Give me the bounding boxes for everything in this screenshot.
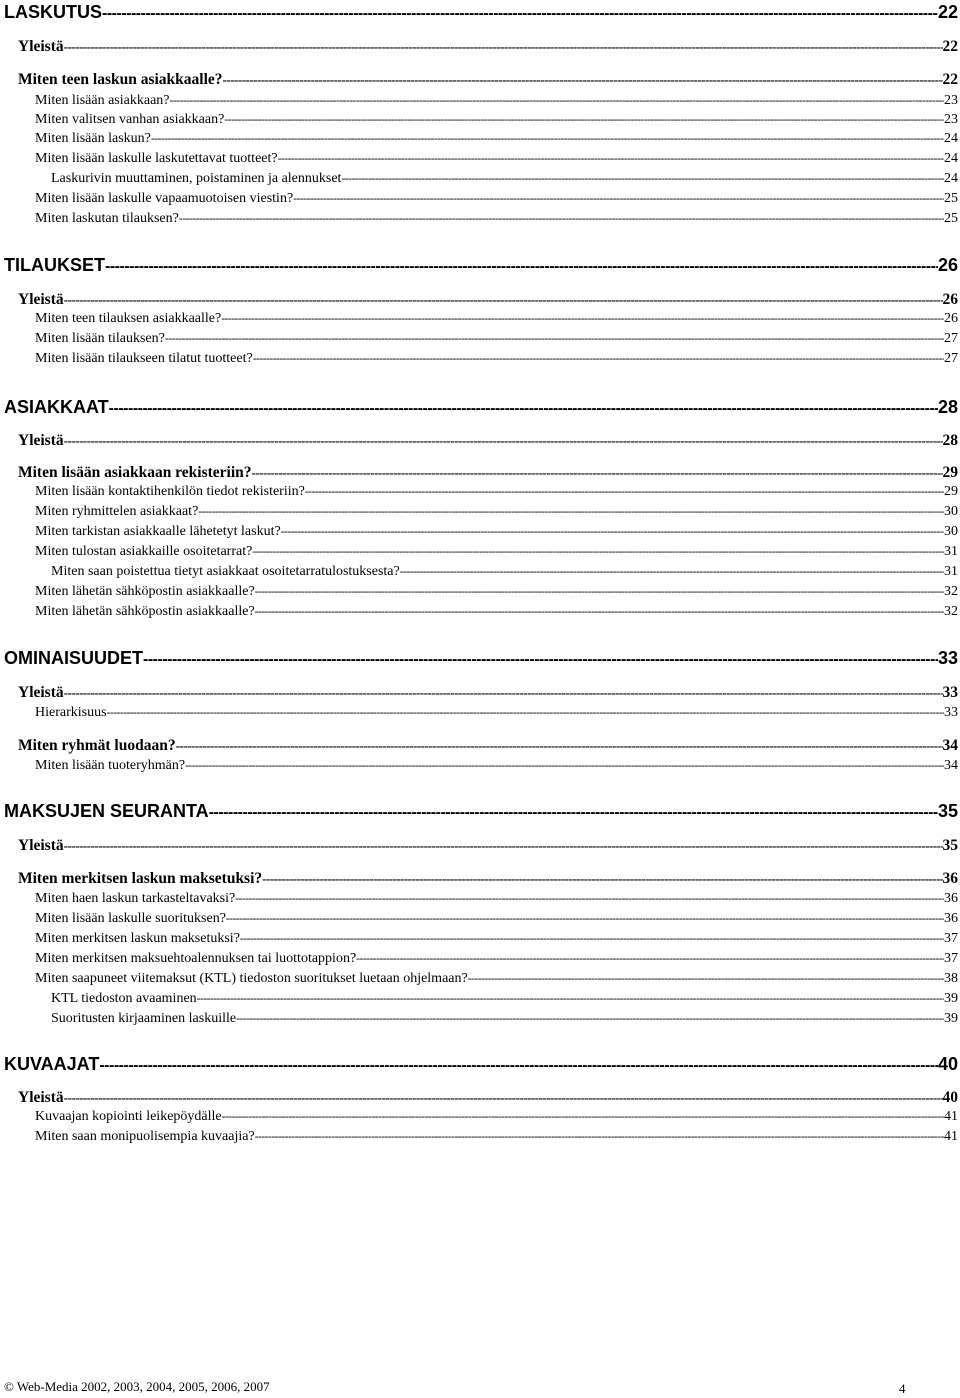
- toc-section-entry[interactable]: [0, 684, 958, 702]
- toc-entry-title: Miten teen laskun asiakkaalle?: [18, 71, 223, 88]
- toc-entry-title: LASKUTUS: [4, 2, 102, 22]
- toc-entry-page-number: 40: [937, 1054, 958, 1074]
- toc-dot-leader: [468, 973, 944, 985]
- toc-entry-title: Miten tulostan asiakkaille osoitetarrat?: [35, 544, 253, 559]
- toc-entry-page-number: 22: [942, 38, 958, 55]
- toc-entry-title: TILAUKSET: [4, 255, 105, 275]
- toc-subsection-entry[interactable]: [0, 544, 958, 560]
- toc-dot-leader: [209, 804, 938, 822]
- toc-dot-leader: [198, 506, 944, 518]
- toc-entry-title: Miten lisään tilaukseen tilatut tuotteet?: [35, 351, 253, 366]
- toc-dot-leader: [223, 72, 943, 88]
- toc-dot-leader: [221, 313, 944, 325]
- toc-section-entry[interactable]: [0, 464, 958, 482]
- toc-entry-title: Suoritusten kirjaaminen laskuille: [51, 1011, 237, 1026]
- toc-subsection-entry[interactable]: [0, 604, 958, 620]
- toc-dot-leader: [240, 933, 944, 945]
- toc-subsection-entry[interactable]: [0, 311, 958, 327]
- toc-subsection-entry[interactable]: [0, 351, 958, 367]
- toc-dot-leader: [143, 651, 938, 669]
- toc-entry-page-number: 25: [944, 211, 958, 226]
- toc-entry-title: Yleistä: [18, 38, 64, 55]
- toc-entry-page-number: 22: [942, 71, 958, 88]
- toc-subsection-entry[interactable]: [0, 758, 958, 774]
- toc-entry-title: Miten tarkistan asiakkaalle lähetetyt laskut?: [35, 524, 281, 539]
- toc-subsubsection-entry[interactable]: [0, 991, 958, 1007]
- toc-entry-page-number: 23: [944, 112, 958, 127]
- toc-entry-page-number: 31: [944, 544, 958, 559]
- toc-entry-title: Hierarkisuus: [35, 705, 107, 720]
- toc-chapter-entry[interactable]: [0, 397, 958, 418]
- toc-dot-leader: [226, 913, 944, 925]
- toc-entry-title: KTL tiedoston avaaminen: [51, 991, 197, 1006]
- toc-dot-leader: [341, 173, 944, 185]
- toc-entry-title: KUVAAJAT: [4, 1054, 100, 1074]
- toc-entry-title: Miten lähetän sähköpostin asiakkaalle?: [35, 604, 255, 619]
- toc-entry-page-number: 24: [944, 131, 958, 146]
- toc-dot-leader: [64, 292, 943, 308]
- toc-entry-title: Miten ryhmät luodaan?: [18, 737, 176, 754]
- toc-entry-page-number: 33: [937, 648, 958, 668]
- toc-subsection-entry[interactable]: [0, 951, 958, 967]
- toc-entry-page-number: 28: [942, 432, 958, 449]
- toc-dot-leader: [64, 1090, 943, 1106]
- toc-dot-leader: [305, 486, 944, 498]
- toc-entry-page-number: 31: [944, 564, 958, 579]
- toc-entry-title: Laskurivin muuttaminen, poistaminen ja alennukset: [51, 171, 342, 186]
- toc-entry-title: Miten lisään asiakkaan?: [35, 93, 170, 108]
- toc-dot-leader: [102, 5, 938, 23]
- toc-entry-title: Miten merkitsen maksuehtoalennuksen tai luottotappion?: [35, 951, 357, 966]
- toc-dot-leader: [64, 39, 943, 55]
- toc-dot-leader: [252, 465, 943, 481]
- toc-dot-leader: [64, 838, 943, 854]
- toc-dot-leader: [179, 213, 944, 225]
- toc-entry-title: Miten saapuneet viitemaksut (KTL) tiedoston suoritukset luetaan ohjelmaan?: [35, 971, 468, 986]
- toc-dot-leader: [400, 566, 944, 578]
- toc-entry-page-number: 37: [944, 951, 958, 966]
- toc-entry-page-number: 35: [937, 801, 958, 821]
- toc-entry-title: Miten lisään tilauksen?: [35, 331, 165, 346]
- toc-section-entry[interactable]: [0, 432, 958, 450]
- toc-dot-leader: [255, 1131, 944, 1143]
- toc-section-entry[interactable]: [0, 837, 958, 855]
- toc-entry-page-number: 36: [944, 891, 958, 906]
- toc-dot-leader: [255, 606, 944, 618]
- toc-entry-page-number: 23: [944, 93, 958, 108]
- toc-entry-page-number: 29: [944, 484, 958, 499]
- toc-dot-leader: [185, 760, 944, 772]
- toc-entry-page-number: 30: [944, 504, 958, 519]
- toc-dot-leader: [197, 993, 944, 1005]
- toc-dot-leader: [176, 738, 943, 754]
- toc-entry-page-number: 24: [944, 171, 958, 186]
- toc-entry-page-number: 41: [944, 1129, 958, 1144]
- toc-entry-title: Miten teen tilauksen asiakkaalle?: [35, 311, 222, 326]
- toc-entry-title: Yleistä: [18, 432, 64, 449]
- toc-subsection-entry[interactable]: [0, 93, 958, 109]
- toc-subsection-entry[interactable]: [0, 971, 958, 987]
- toc-entry-title: Yleistä: [18, 837, 64, 854]
- toc-dot-leader: [235, 893, 944, 905]
- toc-entry-page-number: 33: [942, 684, 958, 701]
- toc-dot-leader: [278, 153, 944, 165]
- toc-entry-title: Miten ryhmittelen asiakkaat?: [35, 504, 199, 519]
- toc-entry-page-number: 39: [944, 1011, 958, 1026]
- toc-subsection-entry[interactable]: [0, 524, 958, 540]
- toc-dot-leader: [281, 526, 944, 538]
- toc-dot-leader: [356, 953, 944, 965]
- toc-subsubsection-entry[interactable]: [0, 1011, 958, 1027]
- toc-entry-page-number: 34: [942, 737, 958, 754]
- toc-section-entry[interactable]: [0, 38, 958, 56]
- toc-chapter-entry[interactable]: [0, 801, 958, 822]
- toc-dot-leader: [262, 871, 942, 887]
- toc-entry-title: Miten saan monipuolisempia kuvaajia?: [35, 1129, 255, 1144]
- toc-dot-leader: [105, 258, 938, 276]
- toc-entry-page-number: 33: [944, 705, 958, 720]
- toc-subsection-entry[interactable]: [0, 131, 958, 147]
- toc-entry-title: OMINAISUUDET: [4, 648, 143, 668]
- toc-dot-leader: [64, 685, 943, 701]
- toc-subsection-entry[interactable]: [0, 191, 958, 207]
- toc-dot-leader: [252, 546, 944, 558]
- toc-dot-leader: [170, 95, 944, 107]
- toc-section-entry[interactable]: [0, 1089, 958, 1107]
- toc-dot-leader: [151, 133, 944, 145]
- toc-entry-title: Miten merkitsen laskun maksetuksi?: [35, 931, 240, 946]
- toc-entry-page-number: 27: [944, 351, 958, 366]
- toc-entry-page-number: 25: [944, 191, 958, 206]
- toc-entry-page-number: 36: [942, 870, 958, 887]
- toc-entry-page-number: 29: [942, 464, 958, 481]
- toc-subsection-entry[interactable]: [0, 112, 958, 128]
- toc-entry-page-number: 40: [942, 1089, 958, 1106]
- toc-entry-page-number: 30: [944, 524, 958, 539]
- toc-entry-title: Miten laskutan tilauksen?: [35, 211, 179, 226]
- toc-dot-leader: [64, 433, 943, 449]
- toc-dot-leader: [236, 1013, 944, 1025]
- toc-chapter-entry[interactable]: [0, 1054, 958, 1075]
- toc-chapter-entry[interactable]: [0, 648, 958, 669]
- toc-entry-title: MAKSUJEN SEURANTA: [4, 801, 209, 821]
- toc-subsection-entry[interactable]: [0, 931, 958, 947]
- toc-subsection-entry[interactable]: [0, 331, 958, 347]
- toc-entry-title: Yleistä: [18, 291, 64, 308]
- toc-dot-leader: [224, 114, 944, 126]
- toc-entry-title: Miten lisään laskulle laskutettavat tuotteet?: [35, 151, 278, 166]
- toc-entry-title: ASIAKKAAT: [4, 397, 109, 417]
- toc-entry-title: Yleistä: [18, 684, 64, 701]
- toc-entry-page-number: 37: [944, 931, 958, 946]
- toc-entry-page-number: 41: [944, 1109, 958, 1124]
- toc-subsubsection-entry[interactable]: [0, 564, 958, 580]
- toc-chapter-entry[interactable]: [0, 2, 958, 23]
- toc-section-entry[interactable]: [0, 291, 958, 309]
- toc-dot-leader: [253, 353, 944, 365]
- toc-entry-title: Yleistä: [18, 1089, 64, 1106]
- toc-subsection-entry[interactable]: [0, 705, 958, 721]
- toc-dot-leader: [107, 707, 944, 719]
- toc-dot-leader: [99, 1057, 938, 1075]
- toc-subsection-entry[interactable]: [0, 484, 958, 500]
- toc-chapter-entry[interactable]: [0, 255, 958, 276]
- toc-entry-page-number: 22: [937, 2, 958, 22]
- toc-entry-page-number: 26: [942, 291, 958, 308]
- toc-entry-page-number: 38: [944, 971, 958, 986]
- footer-copyright: © Web-Media 2002, 2003, 2004, 2005, 2006, 2007: [4, 1379, 270, 1394]
- toc-entry-page-number: 32: [944, 584, 958, 599]
- toc-entry-page-number: 39: [944, 991, 958, 1006]
- toc-subsection-entry[interactable]: [0, 1109, 958, 1125]
- toc-dot-leader: [222, 1111, 944, 1123]
- footer-page-number: 4: [899, 1381, 906, 1396]
- toc-entry-page-number: 26: [944, 311, 958, 326]
- toc-entry-page-number: 36: [944, 911, 958, 926]
- toc-entry-page-number: 24: [944, 151, 958, 166]
- toc-subsection-entry[interactable]: [0, 211, 958, 227]
- toc-section-entry[interactable]: [0, 870, 958, 888]
- toc-entry-title: Miten lisään kontaktihenkilön tiedot rekisteriin?: [35, 484, 305, 499]
- toc-entry-title: Miten lisään laskulle suorituksen?: [35, 911, 226, 926]
- toc-entry-title: Miten saan poistettua tietyt asiakkaat osoitetarratulostuksesta?: [51, 564, 400, 579]
- toc-entry-title: Kuvaajan kopiointi leikepöydälle: [35, 1109, 222, 1124]
- toc-subsection-entry[interactable]: [0, 891, 958, 907]
- toc-dot-leader: [165, 333, 944, 345]
- toc-entry-title: Miten lisään asiakkaan rekisteriin?: [18, 464, 252, 481]
- toc-subsection-entry[interactable]: [0, 1129, 958, 1145]
- toc-dot-leader: [109, 400, 938, 418]
- toc-section-entry[interactable]: [0, 71, 958, 89]
- toc-entry-title: Miten lisään tuoteryhmän?: [35, 758, 186, 773]
- toc-subsection-entry[interactable]: [0, 151, 958, 167]
- toc-entry-page-number: 27: [944, 331, 958, 346]
- toc-entry-page-number: 26: [937, 255, 958, 275]
- toc-dot-leader: [255, 586, 944, 598]
- toc-subsubsection-entry[interactable]: [0, 171, 958, 187]
- toc-section-entry[interactable]: [0, 737, 958, 755]
- toc-subsection-entry[interactable]: [0, 504, 958, 520]
- toc-subsection-entry[interactable]: [0, 584, 958, 600]
- toc-entry-title: Miten valitsen vanhan asiakkaan?: [35, 112, 225, 127]
- toc-subsection-entry[interactable]: [0, 911, 958, 927]
- toc-entry-page-number: 34: [944, 758, 958, 773]
- toc-entry-page-number: 35: [942, 837, 958, 854]
- toc-entry-title: Miten lähetän sähköpostin asiakkaalle?: [35, 584, 255, 599]
- toc-entry-title: Miten lisään laskulle vapaamuotoisen viestin?: [35, 191, 294, 206]
- toc-entry-page-number: 32: [944, 604, 958, 619]
- toc-entry-title: Miten haen laskun tarkasteltavaksi?: [35, 891, 236, 906]
- toc-entry-title: Miten merkitsen laskun maksetuksi?: [18, 870, 263, 887]
- toc-entry-page-number: 28: [937, 397, 958, 417]
- toc-entry-title: Miten lisään laskun?: [35, 131, 151, 146]
- toc-dot-leader: [293, 193, 944, 205]
